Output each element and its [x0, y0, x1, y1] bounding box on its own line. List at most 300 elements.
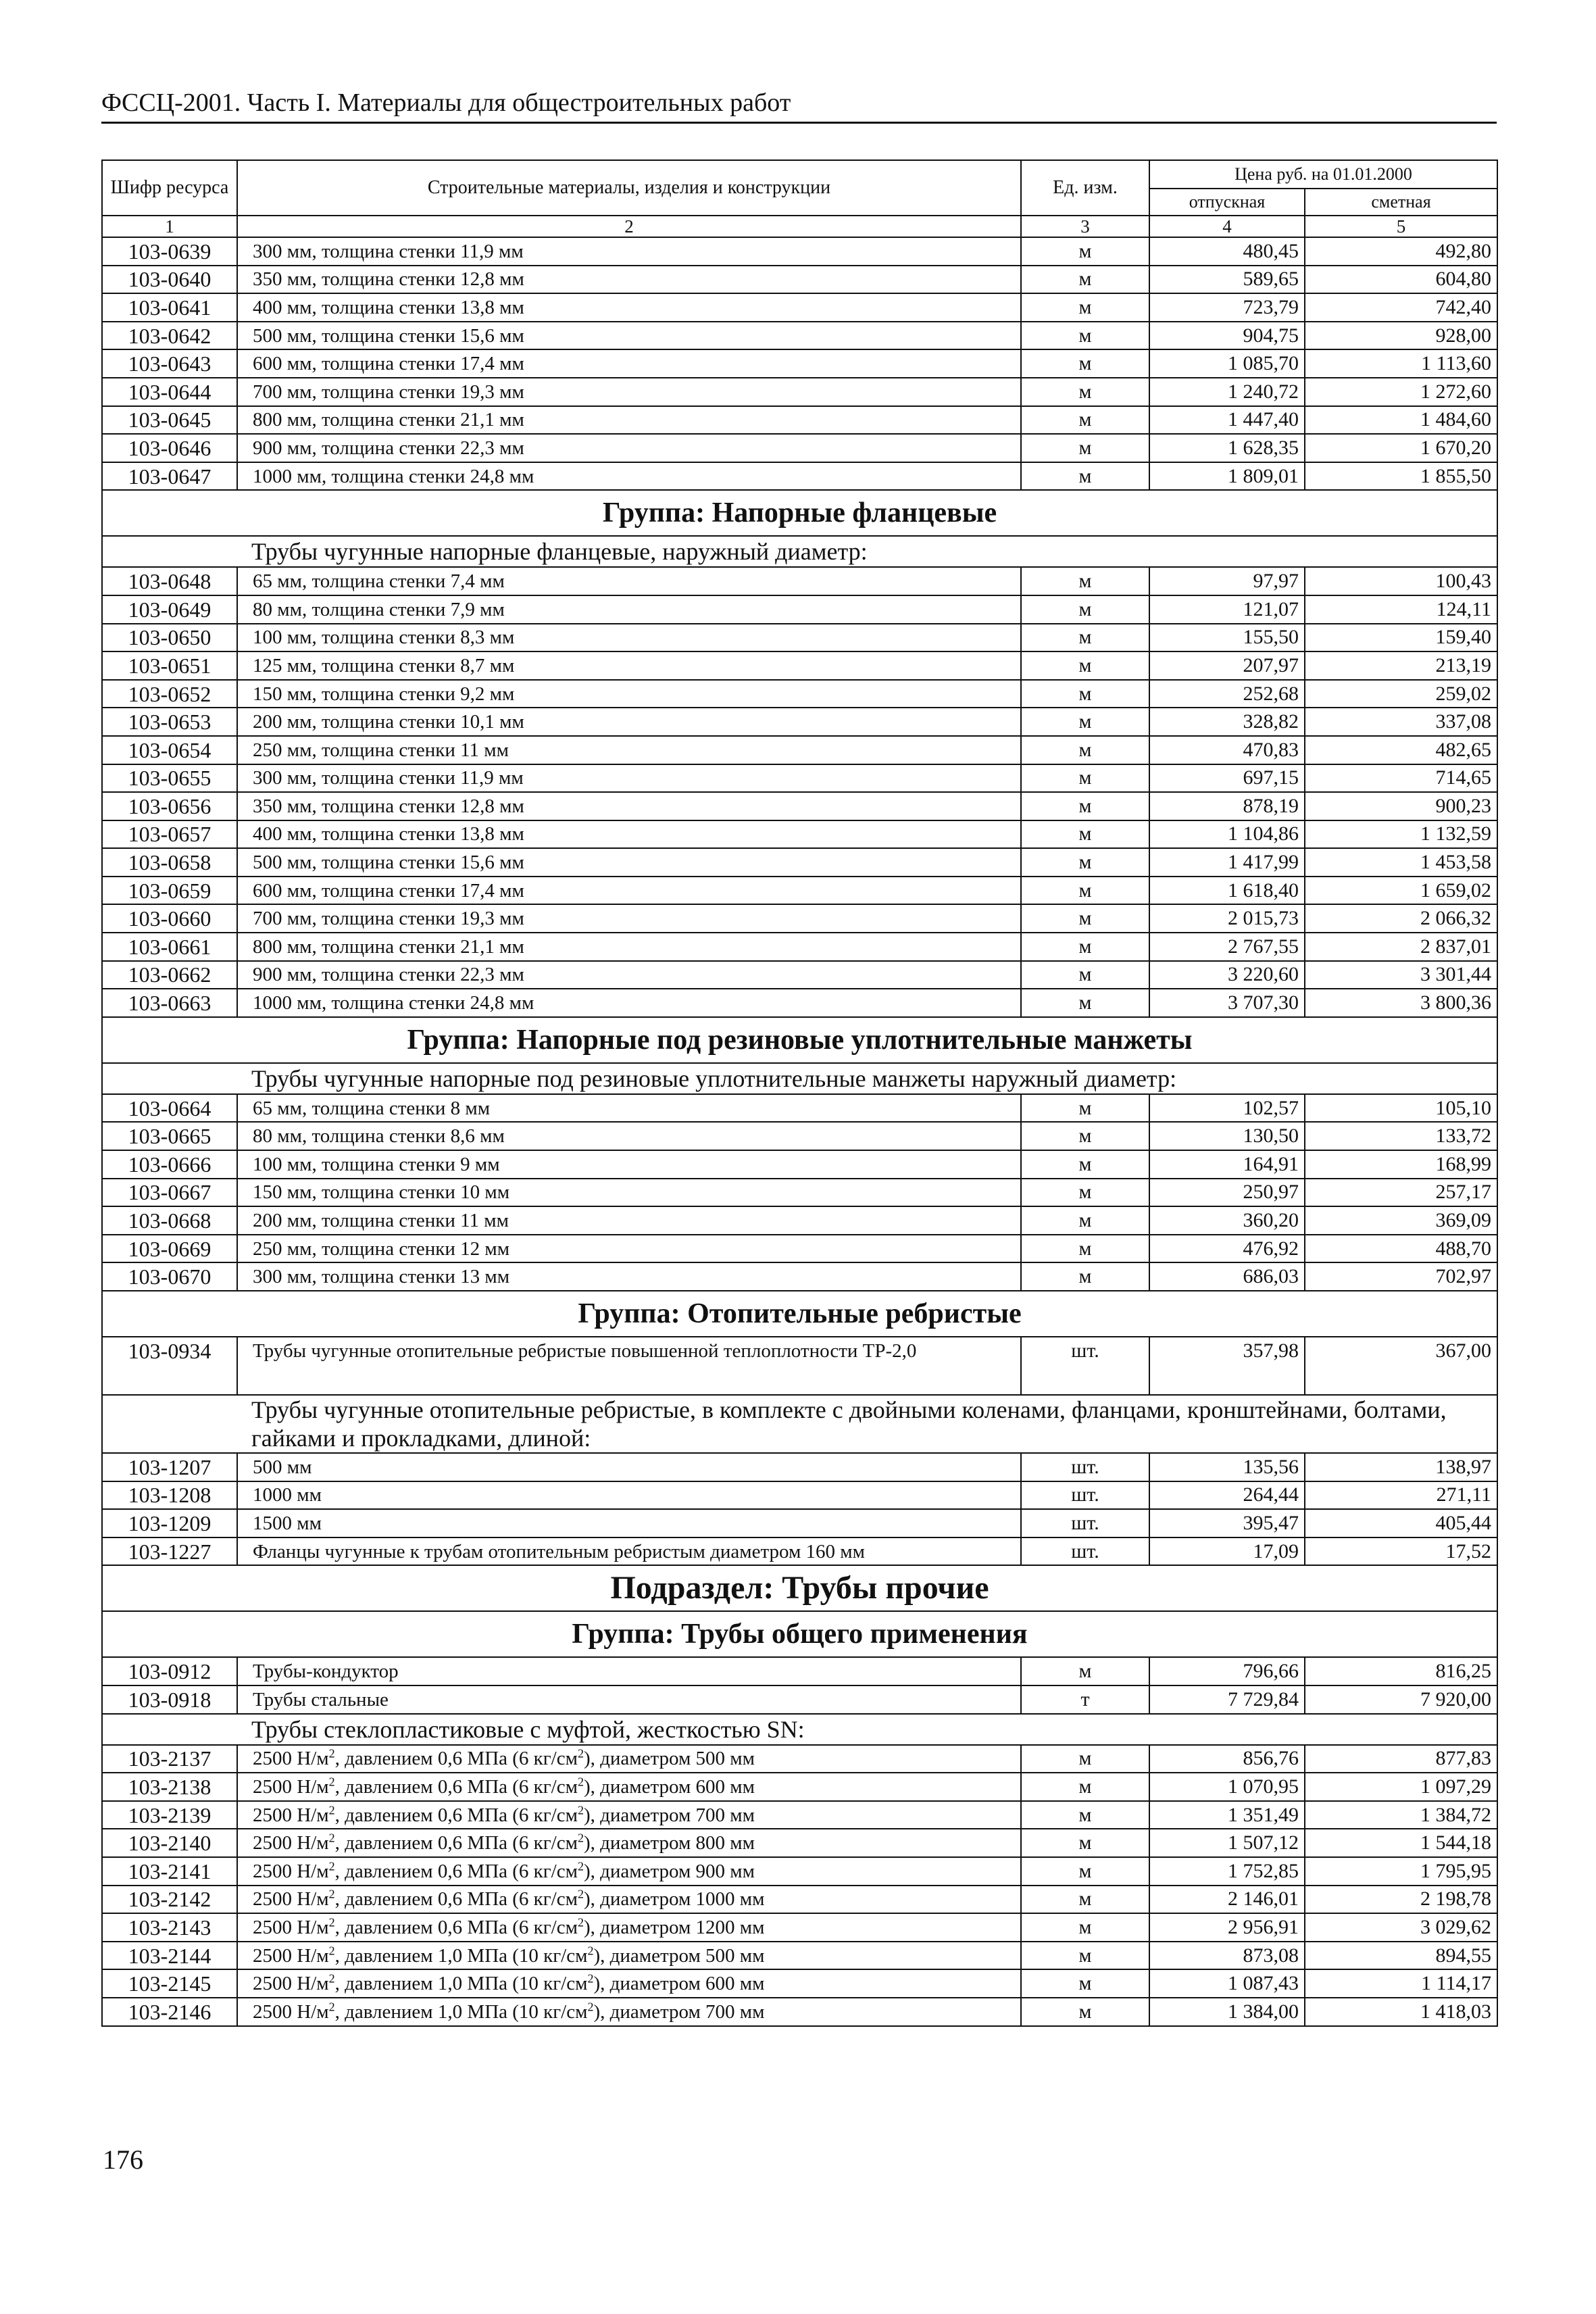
- release-price-cell: 1 809,01: [1149, 462, 1305, 491]
- item-name-part: 2500 Н/м: [253, 1944, 329, 1967]
- item-name-part: ), диаметром 700 мм: [593, 2000, 765, 2023]
- table-row: [102, 406, 1497, 435]
- header-title: ФССЦ-2001. Часть I. Материалы для общестроительных работ: [101, 89, 791, 117]
- estimate-price-cell: 17,52: [1305, 1537, 1497, 1566]
- item-name-cell: 1000 мм, толщина стенки 24,8 мм: [237, 462, 1021, 491]
- estimate-price-cell: 714,65: [1305, 764, 1497, 793]
- unit-cell: м: [1021, 1122, 1149, 1150]
- item-name-part: 2500 Н/м: [253, 1832, 329, 1854]
- estimate-price-cell: 1 418,03: [1305, 1998, 1497, 2026]
- superscript: 2: [577, 1859, 584, 1873]
- unit-cell: м: [1021, 820, 1149, 849]
- estimate-price-cell: 367,00: [1305, 1337, 1497, 1395]
- table-row: [102, 378, 1497, 406]
- estimate-price-cell: 1 272,60: [1305, 378, 1497, 406]
- estimate-price-cell: 877,83: [1305, 1745, 1497, 1773]
- release-price-cell: 328,82: [1149, 708, 1305, 736]
- table-row: [102, 349, 1497, 378]
- table-row: [102, 736, 1497, 764]
- group-title-row: [102, 1291, 1497, 1337]
- unit-cell: м: [1021, 322, 1149, 350]
- item-name-cell: 350 мм, толщина стенки 12,8 мм: [237, 266, 1021, 294]
- item-name-cell: 80 мм, толщина стенки 7,9 мм: [237, 595, 1021, 624]
- estimate-price-cell: 1 132,59: [1305, 820, 1497, 849]
- release-price-cell: 480,45: [1149, 237, 1305, 266]
- unit-cell: м: [1021, 1998, 1149, 2026]
- group-intro: Трубы чугунные напорные под резиновые уплотнительные манжеты наружный диаметр:: [102, 1063, 1497, 1094]
- resource-code-cell: 103-0639: [102, 237, 237, 266]
- unit-cell: м: [1021, 1235, 1149, 1263]
- unit-cell: шт.: [1021, 1481, 1149, 1510]
- estimate-price-cell: 271,11: [1305, 1481, 1497, 1510]
- resource-code-cell: 103-0934: [102, 1337, 237, 1395]
- group-intro: Трубы чугунные отопительные ребристые, в комплекте с двойными коленами, фланцами, кронштейнами, болтами, гайками и прокладками, длиной:: [102, 1395, 1497, 1453]
- superscript: 2: [328, 1915, 335, 1929]
- resource-code-cell: 103-2146: [102, 1998, 237, 2026]
- unit-cell: м: [1021, 1886, 1149, 1914]
- superscript: 2: [328, 1943, 335, 1957]
- table-row: [102, 1150, 1497, 1179]
- resource-code-cell: 103-0646: [102, 434, 237, 462]
- superscript: 2: [577, 1831, 584, 1845]
- resource-code-cell: 103-2144: [102, 1942, 237, 1970]
- resource-code-cell: 103-0645: [102, 406, 237, 435]
- item-name-cell: [237, 1886, 1021, 1914]
- resource-code-cell: 103-0660: [102, 904, 237, 933]
- unit-cell: м: [1021, 378, 1149, 406]
- column-header-price: Цена руб. на 01.01.2000: [1149, 160, 1497, 189]
- table-row: [102, 1942, 1497, 1970]
- release-price-cell: 686,03: [1149, 1262, 1305, 1291]
- group-intro-row: [102, 1395, 1497, 1453]
- table-row: [102, 1657, 1497, 1685]
- unit-cell: м: [1021, 680, 1149, 708]
- unit-cell: шт.: [1021, 1537, 1149, 1566]
- estimate-price-cell: 1 097,29: [1305, 1773, 1497, 1801]
- table-row: [102, 877, 1497, 905]
- unit-cell: м: [1021, 1942, 1149, 1970]
- estimate-price-cell: 133,72: [1305, 1122, 1497, 1150]
- unit-cell: м: [1021, 1657, 1149, 1685]
- resource-code-cell: 103-0659: [102, 877, 237, 905]
- resource-code-cell: 103-0657: [102, 820, 237, 849]
- resource-code-cell: 103-1208: [102, 1481, 237, 1510]
- table-row: [102, 1262, 1497, 1291]
- resource-code-cell: 103-2140: [102, 1829, 237, 1857]
- superscript: 2: [328, 1775, 335, 1789]
- table-row: [102, 1453, 1497, 1481]
- resource-code-cell: 103-0647: [102, 462, 237, 491]
- item-name-part: 2500 Н/м: [253, 1973, 329, 1995]
- table-row: [102, 1337, 1497, 1395]
- release-price-cell: 1 618,40: [1149, 877, 1305, 905]
- release-price-cell: 1 240,72: [1149, 378, 1305, 406]
- table-row: [102, 1122, 1497, 1150]
- unit-cell: м: [1021, 708, 1149, 736]
- item-name-cell: [237, 1857, 1021, 1886]
- release-price-cell: 1 447,40: [1149, 406, 1305, 435]
- resource-code-cell: 103-2142: [102, 1886, 237, 1914]
- item-name-cell: 400 мм, толщина стенки 13,8 мм: [237, 820, 1021, 849]
- superscript: 2: [328, 2000, 335, 2014]
- subsection-title: Подраздел: Трубы прочие: [102, 1565, 1497, 1611]
- unit-cell: м: [1021, 1913, 1149, 1942]
- unit-cell: м: [1021, 237, 1149, 266]
- estimate-price-cell: 105,10: [1305, 1094, 1497, 1123]
- column-header-code: Шифр ресурса: [102, 160, 237, 216]
- item-name-cell: Трубы чугунные отопительные ребристые повышенной теплоплотности ТР-2,0: [237, 1337, 1021, 1395]
- column-number: 3: [1021, 216, 1149, 237]
- group-title: Группа: Напорные под резиновые уплотнительные манжеты: [102, 1017, 1497, 1063]
- table-row: [102, 651, 1497, 680]
- table-row: [102, 595, 1497, 624]
- item-name-cell: [237, 1801, 1021, 1829]
- table-row: [102, 764, 1497, 793]
- unit-cell: м: [1021, 1801, 1149, 1829]
- unit-cell: шт.: [1021, 1509, 1149, 1537]
- item-name-part: 2500 Н/м: [253, 1860, 329, 1882]
- item-name-part: , давлением 0,6 МПа (6 кг/см: [334, 1748, 578, 1770]
- item-name-cell: 400 мм, толщина стенки 13,8 мм: [237, 293, 1021, 322]
- unit-cell: шт.: [1021, 1337, 1149, 1395]
- unit-cell: м: [1021, 1150, 1149, 1179]
- resource-code-cell: 103-0670: [102, 1262, 237, 1291]
- group-title: Группа: Напорные фланцевые: [102, 490, 1497, 536]
- release-price-cell: 1 085,70: [1149, 349, 1305, 378]
- item-name-cell: 800 мм, толщина стенки 21,1 мм: [237, 933, 1021, 961]
- group-title-row: [102, 1611, 1497, 1657]
- column-number: 1: [102, 216, 237, 237]
- unit-cell: м: [1021, 1773, 1149, 1801]
- superscript: 2: [577, 1887, 584, 1901]
- release-price-cell: 796,66: [1149, 1657, 1305, 1685]
- group-intro: Трубы стеклопластиковые с муфтой, жесткостью SN:: [102, 1714, 1497, 1745]
- item-name-part: 2500 Н/м: [253, 1748, 329, 1770]
- superscript: 2: [328, 1971, 335, 1986]
- item-name-part: ), диаметром 500 мм: [583, 1748, 755, 1770]
- estimate-price-cell: 337,08: [1305, 708, 1497, 736]
- unit-cell: м: [1021, 792, 1149, 820]
- estimate-price-cell: 2 066,32: [1305, 904, 1497, 933]
- table-row: [102, 933, 1497, 961]
- resource-code-cell: 103-0641: [102, 293, 237, 322]
- table-row: [102, 567, 1497, 595]
- release-price-cell: 2 146,01: [1149, 1886, 1305, 1914]
- table-row: [102, 1998, 1497, 2026]
- release-price-cell: 2 767,55: [1149, 933, 1305, 961]
- table-row: [102, 1745, 1497, 1773]
- item-name-part: ), диаметром 900 мм: [583, 1860, 755, 1882]
- table-row: [102, 1685, 1497, 1714]
- column-header-release: отпускная: [1149, 189, 1305, 216]
- estimate-price-cell: 2 198,78: [1305, 1886, 1497, 1914]
- table-row: [102, 680, 1497, 708]
- release-price-cell: 17,09: [1149, 1537, 1305, 1566]
- item-name-cell: Трубы-кондуктор: [237, 1657, 1021, 1685]
- estimate-price-cell: 259,02: [1305, 680, 1497, 708]
- release-price-cell: 7 729,84: [1149, 1685, 1305, 1714]
- estimate-price-cell: 257,17: [1305, 1179, 1497, 1207]
- table-row: [102, 989, 1497, 1017]
- item-name-part: ), диаметром 500 мм: [593, 1944, 765, 1967]
- unit-cell: м: [1021, 904, 1149, 933]
- release-price-cell: 207,97: [1149, 651, 1305, 680]
- unit-cell: м: [1021, 293, 1149, 322]
- estimate-price-cell: 1 384,72: [1305, 1801, 1497, 1829]
- unit-cell: м: [1021, 1094, 1149, 1123]
- item-name-cell: 300 мм, толщина стенки 11,9 мм: [237, 764, 1021, 793]
- item-name-part: , давлением 0,6 МПа (6 кг/см: [334, 1804, 578, 1826]
- item-name-part: ), диаметром 800 мм: [583, 1832, 755, 1854]
- column-number: 5: [1305, 216, 1497, 237]
- unit-cell: м: [1021, 462, 1149, 491]
- table-row: [102, 1969, 1497, 1998]
- superscript: 2: [587, 1943, 594, 1957]
- page-number: 176: [103, 2144, 143, 2175]
- release-price-cell: 856,76: [1149, 1745, 1305, 1773]
- item-name-part: , давлением 0,6 МПа (6 кг/см: [334, 1860, 578, 1882]
- estimate-price-cell: 3 029,62: [1305, 1913, 1497, 1942]
- resource-code-cell: 103-0669: [102, 1235, 237, 1263]
- estimate-price-cell: 3 301,44: [1305, 961, 1497, 989]
- item-name-cell: 150 мм, толщина стенки 9,2 мм: [237, 680, 1021, 708]
- resource-code-cell: 103-1227: [102, 1537, 237, 1566]
- item-name-part: , давлением 0,6 МПа (6 кг/см: [334, 1888, 578, 1911]
- estimate-price-cell: 1 114,17: [1305, 1969, 1497, 1998]
- unit-cell: м: [1021, 933, 1149, 961]
- unit-cell: т: [1021, 1685, 1149, 1714]
- item-name-cell: 700 мм, толщина стенки 19,3 мм: [237, 378, 1021, 406]
- estimate-price-cell: 1 855,50: [1305, 462, 1497, 491]
- release-price-cell: 904,75: [1149, 322, 1305, 350]
- item-name-cell: 900 мм, толщина стенки 22,3 мм: [237, 961, 1021, 989]
- table-row: [102, 237, 1497, 266]
- unit-cell: м: [1021, 989, 1149, 1017]
- estimate-price-cell: 7 920,00: [1305, 1685, 1497, 1714]
- estimate-price-cell: 488,70: [1305, 1235, 1497, 1263]
- release-price-cell: 1 104,86: [1149, 820, 1305, 849]
- estimate-price-cell: 1 544,18: [1305, 1829, 1497, 1857]
- unit-cell: м: [1021, 961, 1149, 989]
- resource-code-cell: 103-0655: [102, 764, 237, 793]
- unit-cell: м: [1021, 764, 1149, 793]
- release-price-cell: 395,47: [1149, 1509, 1305, 1537]
- table-row: [102, 792, 1497, 820]
- release-price-cell: 2 015,73: [1149, 904, 1305, 933]
- group-title-row: [102, 1017, 1497, 1063]
- release-price-cell: 155,50: [1149, 624, 1305, 652]
- item-name-part: , давлением 1,0 МПа (10 кг/см: [334, 1973, 588, 1995]
- resource-code-cell: 103-0912: [102, 1657, 237, 1685]
- estimate-price-cell: 742,40: [1305, 293, 1497, 322]
- item-name-part: 2500 Н/м: [253, 2000, 329, 2023]
- estimate-price-cell: 482,65: [1305, 736, 1497, 764]
- release-price-cell: 1 070,95: [1149, 1773, 1305, 1801]
- superscript: 2: [577, 1915, 584, 1929]
- estimate-price-cell: 168,99: [1305, 1150, 1497, 1179]
- estimate-price-cell: 2 837,01: [1305, 933, 1497, 961]
- estimate-price-cell: 1 659,02: [1305, 877, 1497, 905]
- table-row: [102, 904, 1497, 933]
- unit-cell: м: [1021, 434, 1149, 462]
- table-row: [102, 1913, 1497, 1942]
- estimate-price-cell: 928,00: [1305, 322, 1497, 350]
- release-price-cell: 470,83: [1149, 736, 1305, 764]
- table-row: [102, 820, 1497, 849]
- table-row: [102, 434, 1497, 462]
- estimate-price-cell: 1 453,58: [1305, 848, 1497, 877]
- estimate-price-cell: 702,97: [1305, 1262, 1497, 1291]
- item-name-part: ), диаметром 700 мм: [583, 1804, 755, 1826]
- superscript: 2: [328, 1859, 335, 1873]
- unit-cell: м: [1021, 1829, 1149, 1857]
- item-name-part: ), диаметром 600 мм: [583, 1775, 755, 1798]
- resource-code-cell: 103-0661: [102, 933, 237, 961]
- table-row: [102, 1886, 1497, 1914]
- resource-code-cell: 103-2139: [102, 1801, 237, 1829]
- superscript: 2: [328, 1887, 335, 1901]
- item-name-cell: [237, 1998, 1021, 2026]
- group-title: Группа: Отопительные ребристые: [102, 1291, 1497, 1337]
- resource-code-cell: 103-0662: [102, 961, 237, 989]
- unit-cell: м: [1021, 1857, 1149, 1886]
- resource-code-cell: 103-0663: [102, 989, 237, 1017]
- release-price-cell: 476,92: [1149, 1235, 1305, 1263]
- unit-cell: м: [1021, 567, 1149, 595]
- table-row: [102, 322, 1497, 350]
- table-header-row: [102, 160, 1497, 189]
- unit-cell: м: [1021, 1745, 1149, 1773]
- group-intro-row: [102, 1063, 1497, 1094]
- resource-code-cell: 103-0651: [102, 651, 237, 680]
- table-row: [102, 1509, 1497, 1537]
- unit-cell: м: [1021, 1969, 1149, 1998]
- column-header-estimate: сметная: [1305, 189, 1497, 216]
- column-number: 4: [1149, 216, 1305, 237]
- item-name-part: ), диаметром 1200 мм: [583, 1916, 765, 1938]
- resource-code-cell: 103-1207: [102, 1453, 237, 1481]
- item-name-cell: [237, 1913, 1021, 1942]
- price-table-container: [101, 159, 1497, 2027]
- estimate-price-cell: 894,55: [1305, 1942, 1497, 1970]
- table-row: [102, 1773, 1497, 1801]
- unit-cell: м: [1021, 877, 1149, 905]
- estimate-price-cell: 213,19: [1305, 651, 1497, 680]
- release-price-cell: 2 956,91: [1149, 1913, 1305, 1942]
- estimate-price-cell: 138,97: [1305, 1453, 1497, 1481]
- estimate-price-cell: 492,80: [1305, 237, 1497, 266]
- release-price-cell: 264,44: [1149, 1481, 1305, 1510]
- item-name-cell: 500 мм, толщина стенки 15,6 мм: [237, 322, 1021, 350]
- item-name-cell: 65 мм, толщина стенки 7,4 мм: [237, 567, 1021, 595]
- resource-code-cell: 103-0643: [102, 349, 237, 378]
- item-name-part: 2500 Н/м: [253, 1804, 329, 1826]
- release-price-cell: 878,19: [1149, 792, 1305, 820]
- superscript: 2: [587, 1971, 594, 1986]
- estimate-price-cell: 1 795,95: [1305, 1857, 1497, 1886]
- unit-cell: м: [1021, 406, 1149, 435]
- table-row: [102, 624, 1497, 652]
- unit-cell: шт.: [1021, 1453, 1149, 1481]
- release-price-cell: 873,08: [1149, 1942, 1305, 1970]
- item-name-cell: 80 мм, толщина стенки 8,6 мм: [237, 1122, 1021, 1150]
- estimate-price-cell: 405,44: [1305, 1509, 1497, 1537]
- item-name-cell: 250 мм, толщина стенки 12 мм: [237, 1235, 1021, 1263]
- unit-cell: м: [1021, 624, 1149, 652]
- item-name-cell: 100 мм, толщина стенки 8,3 мм: [237, 624, 1021, 652]
- superscript: 2: [328, 1802, 335, 1817]
- item-name-cell: 900 мм, толщина стенки 22,3 мм: [237, 434, 1021, 462]
- item-name-part: 2500 Н/м: [253, 1916, 329, 1938]
- release-price-cell: 1 384,00: [1149, 1998, 1305, 2026]
- column-number-row: [102, 216, 1497, 237]
- release-price-cell: 357,98: [1149, 1337, 1305, 1395]
- release-price-cell: 97,97: [1149, 567, 1305, 595]
- table-row: [102, 293, 1497, 322]
- table-row: [102, 462, 1497, 491]
- estimate-price-cell: 159,40: [1305, 624, 1497, 652]
- table-row: [102, 961, 1497, 989]
- item-name-part: 2500 Н/м: [253, 1888, 329, 1911]
- table-row: [102, 1235, 1497, 1263]
- item-name-cell: 600 мм, толщина стенки 17,4 мм: [237, 349, 1021, 378]
- item-name-part: , давлением 1,0 МПа (10 кг/см: [334, 2000, 588, 2023]
- item-name-cell: 500 мм, толщина стенки 15,6 мм: [237, 848, 1021, 877]
- resource-code-cell: 103-0642: [102, 322, 237, 350]
- price-table: [101, 159, 1498, 2027]
- table-row: [102, 1179, 1497, 1207]
- item-name-part: ), диаметром 1000 мм: [583, 1888, 765, 1911]
- release-price-cell: 252,68: [1149, 680, 1305, 708]
- release-price-cell: 723,79: [1149, 293, 1305, 322]
- estimate-price-cell: 816,25: [1305, 1657, 1497, 1685]
- item-name-cell: 100 мм, толщина стенки 9 мм: [237, 1150, 1021, 1179]
- resource-code-cell: 103-0648: [102, 567, 237, 595]
- column-header-unit: Ед. изм.: [1021, 160, 1149, 216]
- item-name-cell: [237, 1829, 1021, 1857]
- resource-code-cell: 103-0650: [102, 624, 237, 652]
- release-price-cell: 1 087,43: [1149, 1969, 1305, 1998]
- release-price-cell: 3 707,30: [1149, 989, 1305, 1017]
- estimate-price-cell: 100,43: [1305, 567, 1497, 595]
- unit-cell: м: [1021, 266, 1149, 294]
- table-row: [102, 1206, 1497, 1235]
- page-header: [101, 87, 1497, 124]
- release-price-cell: 1 507,12: [1149, 1829, 1305, 1857]
- release-price-cell: 1 628,35: [1149, 434, 1305, 462]
- resource-code-cell: 103-0667: [102, 1179, 237, 1207]
- superscript: 2: [577, 1802, 584, 1817]
- superscript: 2: [328, 1746, 335, 1761]
- resource-code-cell: 103-0656: [102, 792, 237, 820]
- unit-cell: м: [1021, 848, 1149, 877]
- table-body: [102, 237, 1497, 2026]
- table-row: [102, 266, 1497, 294]
- item-name-part: , давлением 1,0 МПа (10 кг/см: [334, 1944, 588, 1967]
- item-name-cell: Трубы стальные: [237, 1685, 1021, 1714]
- release-price-cell: 121,07: [1149, 595, 1305, 624]
- release-price-cell: 360,20: [1149, 1206, 1305, 1235]
- unit-cell: м: [1021, 1179, 1149, 1207]
- release-price-cell: 130,50: [1149, 1122, 1305, 1150]
- table-row: [102, 1094, 1497, 1123]
- group-intro-row: [102, 536, 1497, 567]
- release-price-cell: 102,57: [1149, 1094, 1305, 1123]
- item-name-cell: [237, 1745, 1021, 1773]
- resource-code-cell: 103-2145: [102, 1969, 237, 1998]
- estimate-price-cell: 369,09: [1305, 1206, 1497, 1235]
- group-title-row: [102, 490, 1497, 536]
